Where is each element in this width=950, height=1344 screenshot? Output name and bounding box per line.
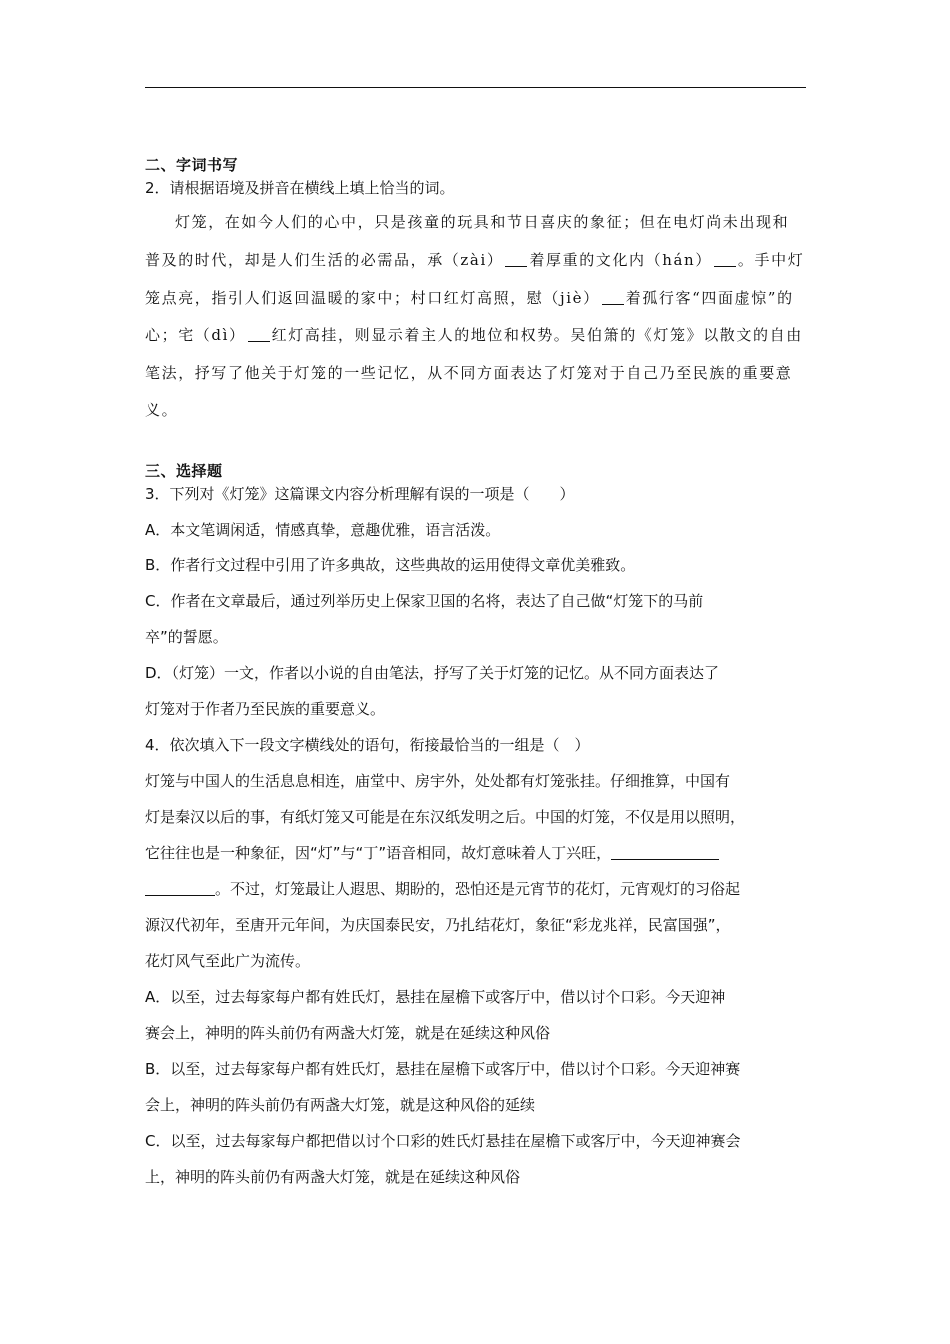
option-b[interactable]: B．作者行文过程中引用了许多典故，这些典故的运用使得文章优美雅致。	[145, 556, 636, 574]
passage-line	[145, 843, 719, 863]
option-d[interactable]: D．（灯笼）一文，作者以小说的自由笔法，抒写了关于灯笼的记忆。从不同方面表达了	[145, 664, 720, 682]
passage-line	[145, 250, 804, 270]
option-c-cont: 上，神明的阵头前仍有两盏大灯笼，就是在延续这种风俗	[145, 1168, 521, 1186]
passage-text: 笼点亮，指引人们返回温暖的家中；村口红灯高照，慰（jiè）	[145, 289, 600, 307]
passage-text: 。不过，灯笼最让人遐思、期盼的，恐怕还是元宵节的花灯，元宵观灯的习俗起	[215, 880, 741, 898]
answer-blank[interactable]	[505, 252, 527, 267]
option-a-cont: 赛会上，神明的阵头前仍有两盏大灯笼，就是在延续这种风俗	[145, 1024, 551, 1042]
section-heading-2: 二、字词书写	[145, 156, 239, 174]
option-d-cont: 灯笼对于作者乃至民族的重要意义。	[145, 700, 386, 718]
answer-blank[interactable]	[602, 290, 624, 305]
passage-line: 灯笼，在如今人们的心中，只是孩童的玩具和节日喜庆的象征；但在电灯尚未出现和	[175, 213, 790, 231]
passage-text: 着孤行客“四面虚惊”的	[625, 289, 794, 307]
passage-text: 心；宅（dì）	[145, 326, 246, 344]
answer-blank[interactable]	[611, 845, 719, 860]
option-a[interactable]: A．以至，过去每家每户都有姓氏灯，悬挂在屋檐下或客厅中，借以讨个口彩。今天迎神	[145, 988, 726, 1006]
question-3-stem: 3．下列对《灯笼》这篇课文内容分析理解有误的一项是（ ）	[145, 485, 575, 503]
passage-line: 灯是秦汉以后的事，有纸灯笼又可能是在东汉纸发明之后。中国的灯笼，不仅是用以照明，	[145, 808, 746, 826]
answer-blank[interactable]	[145, 881, 215, 896]
passage-line: 源汉代初年，至唐开元年间，为庆国泰民安，乃扎结花灯，象征“彩龙兆祥，民富国强”，	[145, 916, 731, 934]
passage-text: 它往往也是一种象征，因“灯”与“丁”语音相同，故灯意味着人丁兴旺，	[145, 844, 612, 862]
passage-line	[145, 288, 794, 308]
option-c[interactable]: C．以至，过去每家每户都把借以讨个口彩的姓氏灯悬挂在屋檐下或客厅中，今天迎神赛会	[145, 1132, 741, 1150]
passage-text: 普及的时代，却是人们生活的必需品，承（zài）	[145, 251, 504, 269]
option-a[interactable]: A．本文笔调闲适，情感真挚，意趣优雅，语言活泼。	[145, 521, 501, 539]
option-c-cont: 卒”的誓愿。	[145, 628, 228, 646]
passage-text: 红灯高挂，则显示着主人的地位和权势。吴伯箫的《灯笼》以散文的自由	[271, 326, 803, 344]
option-b-cont: 会上，神明的阵头前仍有两盏大灯笼，就是这种风俗的延续	[145, 1096, 536, 1114]
option-b[interactable]: B．以至，过去每家每户都有姓氏灯，悬挂在屋檐下或客厅中，借以讨个口彩。今天迎神赛	[145, 1060, 741, 1078]
answer-blank[interactable]	[248, 327, 270, 342]
passage-text: 着厚重的文化内（hán）	[529, 251, 712, 269]
section-heading-3: 三、选择题	[145, 462, 223, 480]
question-4-stem: 4．依次填入下一段文字横线处的语句，衔接最恰当的一组是（ ）	[145, 736, 590, 754]
header-rule	[145, 87, 806, 88]
passage-line: 义。	[145, 401, 179, 419]
passage-line: 灯笼与中国人的生活息息相连，庙堂中、房宇外，处处都有灯笼张挂。仔细推算，中国有	[145, 772, 731, 790]
passage-line	[145, 879, 740, 899]
passage-line	[145, 325, 803, 345]
answer-blank[interactable]	[714, 252, 736, 267]
option-c[interactable]: C．作者在文章最后，通过列举历史上保家卫国的名将，表达了自己做“灯笼下的马前	[145, 592, 704, 610]
passage-line: 花灯风气至此广为流传。	[145, 952, 311, 970]
passage-line: 笔法，抒写了他关于灯笼的一些记忆，从不同方面表达了灯笼对于自己乃至民族的重要意	[145, 364, 793, 382]
passage-text: 。手中灯	[737, 251, 805, 269]
question-2-stem: 2．请根据语境及拼音在横线上填上恰当的词。	[145, 179, 455, 197]
